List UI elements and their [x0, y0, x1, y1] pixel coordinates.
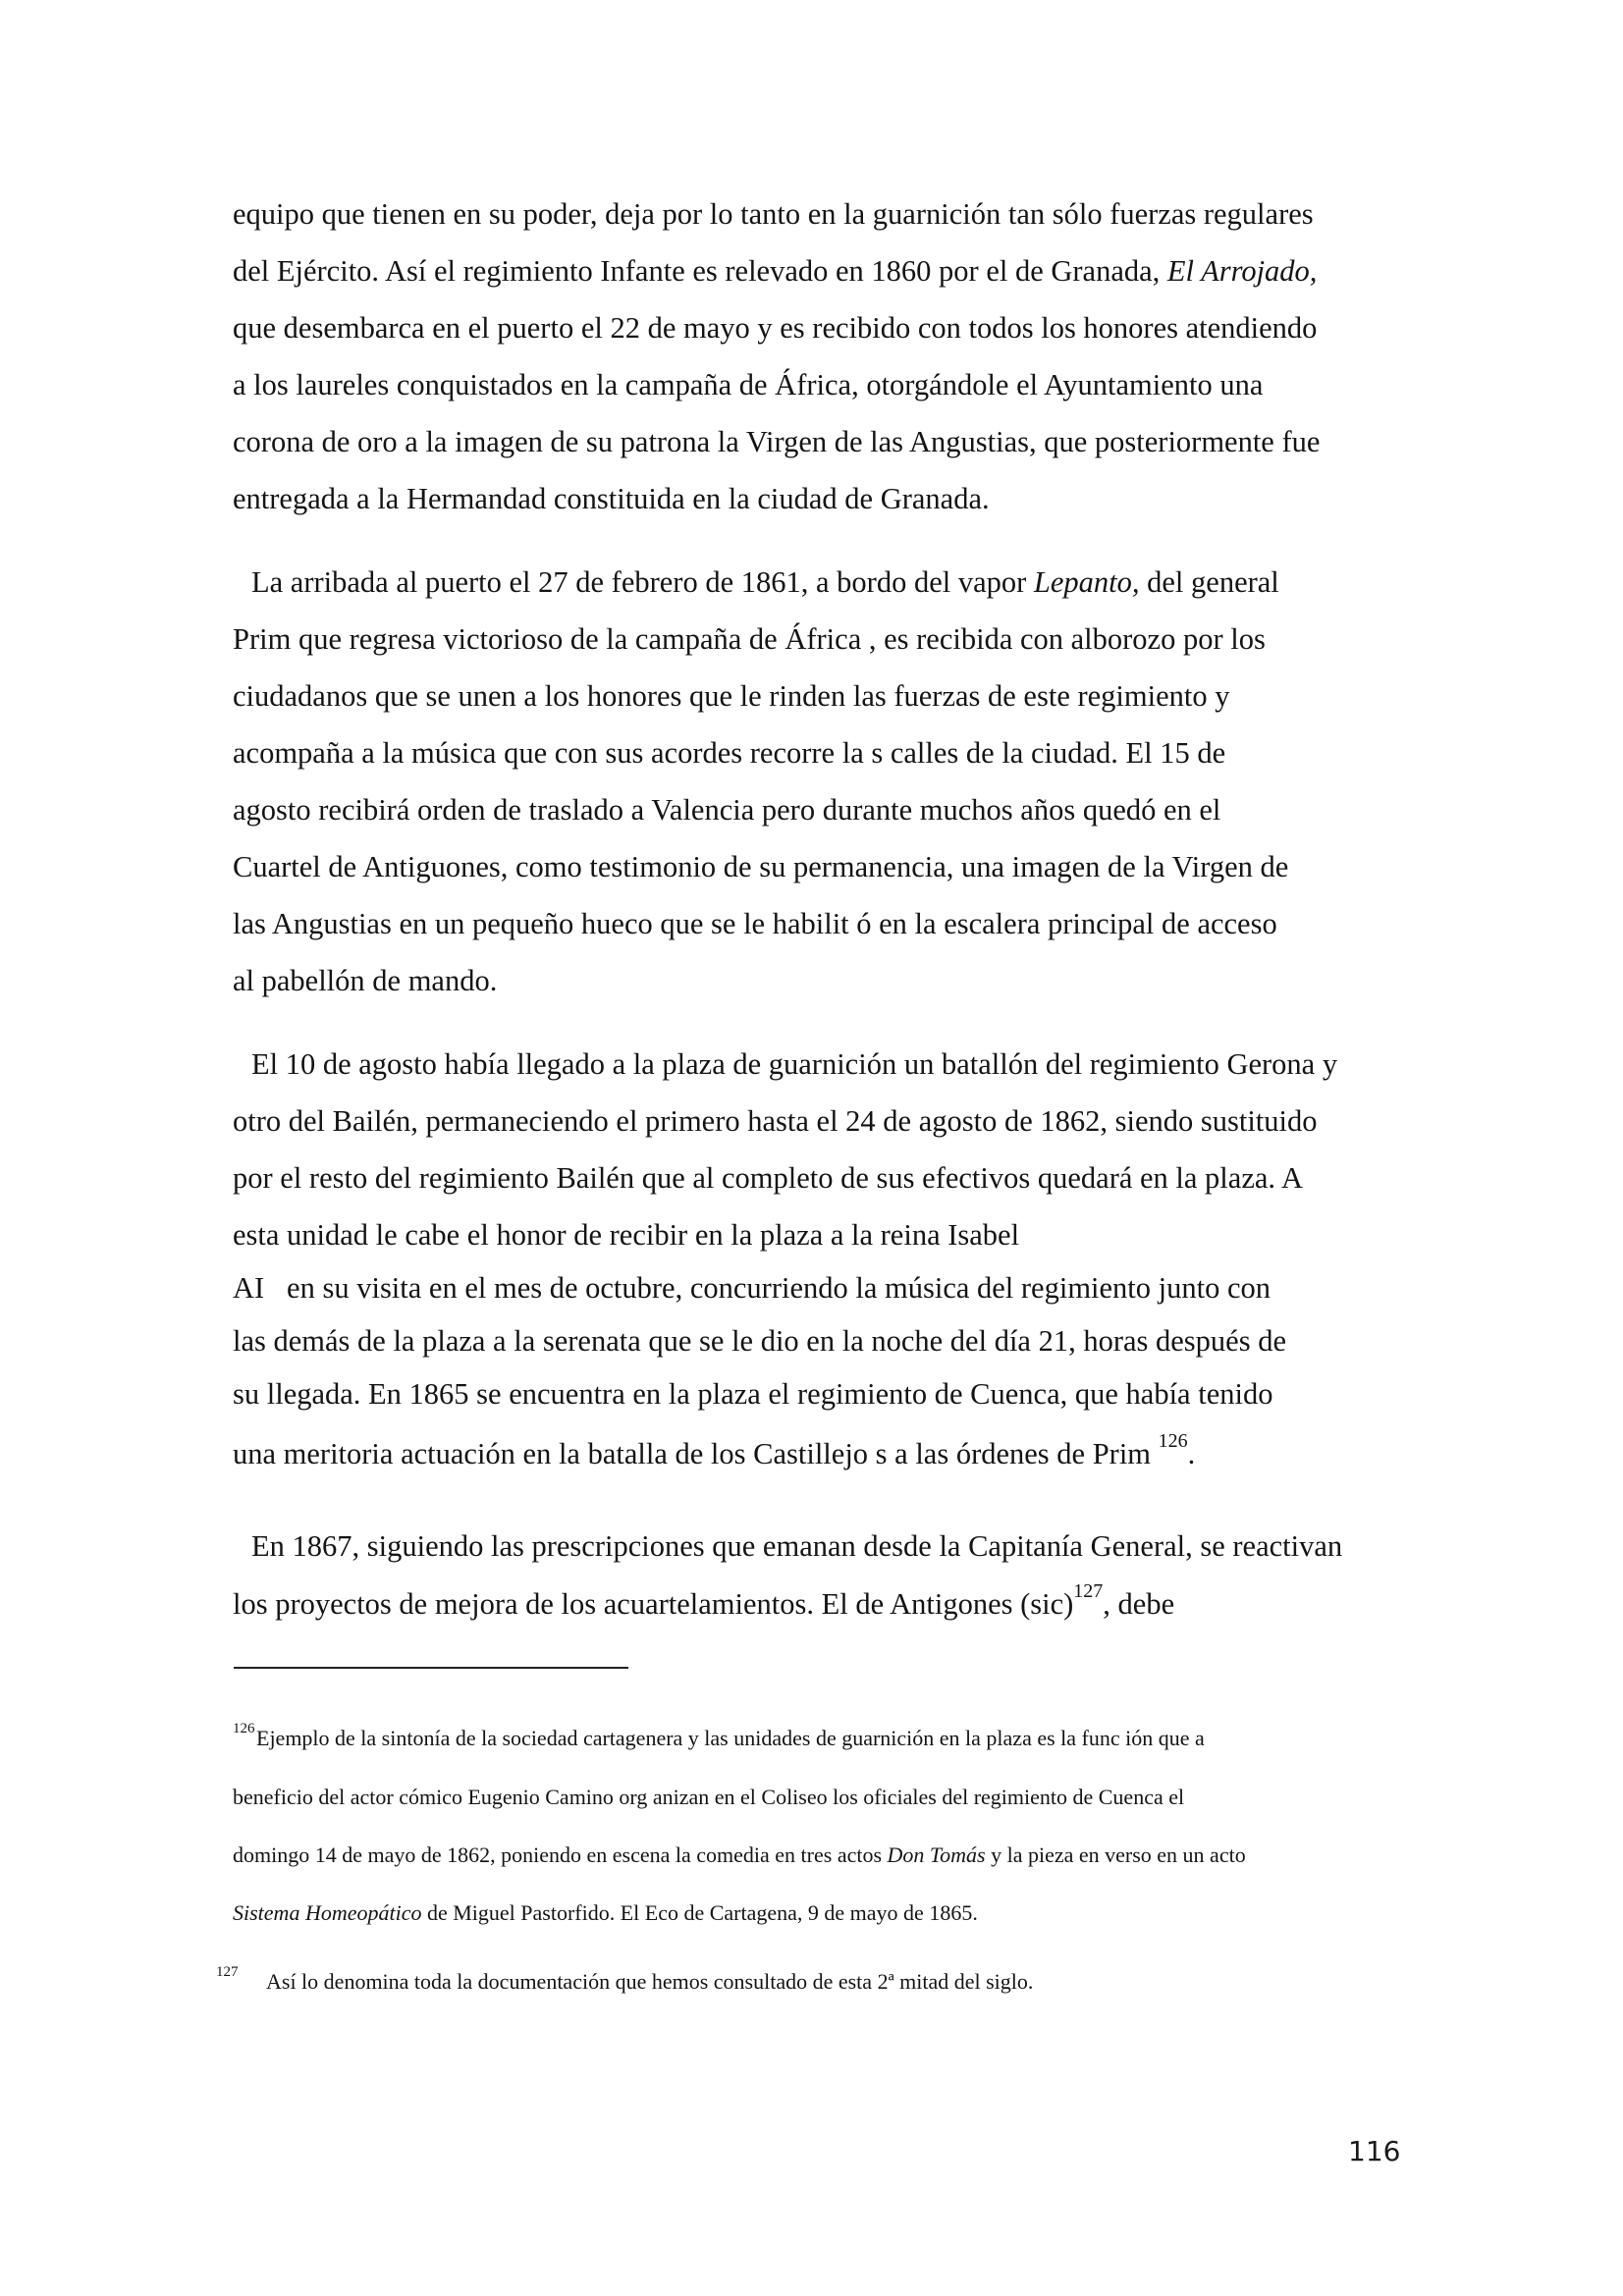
text-line: acompaña a la música que con sus acordes recorre la s calles de la ciudad. El 15 de — [233, 736, 1226, 770]
text-line: esta unidad le cabe el honor de recibir en la plaza a la reina Isabel — [233, 1218, 1020, 1252]
text-line: al pabellón de mando. — [233, 964, 498, 997]
text-line: su llegada. En 1865 se encuentra en la plaza el regimiento de Cuenca, que había tenido — [233, 1377, 1273, 1411]
footnote-line: domingo 14 de mayo de 1862, poniendo en escena la comedia en tres actos Don Tomás y la pieza en verso en un acto — [233, 1842, 1246, 1867]
italic-title: El Arrojado, — [1166, 254, 1318, 288]
footnote-number: 127 — [216, 1964, 239, 1980]
footnote-line: Sistema Homeopático de Miguel Pastorfido. El Eco de Cartagena, 9 de mayo de 1865. — [233, 1900, 978, 1925]
text-line: a los laureles conquistados en la campaña de África, otorgándole el Ayuntamiento una — [233, 368, 1264, 401]
text-line: El 10 de agosto había llegado a la plaza de guarnición un batallón del regimiento Gerona y — [251, 1047, 1338, 1081]
text-line: una meritoria actuación en la batalla de los Castillejo s a las órdenes de Prim $^{126}$. — [233, 1430, 1196, 1470]
text-line: Cuartel de Antiguones, como testimonio de su permanencia, una imagen de la Virgen de — [233, 850, 1289, 883]
text-line: las demás de la plaza a la serenata que se le dio en la noche del día 21, horas después de — [233, 1324, 1286, 1358]
page-number: 116 — [1348, 2135, 1401, 2167]
text-line: Prim que regresa victorioso de la campaña de África , es recibida con alborozo por los — [233, 622, 1266, 656]
text-line: entregada a la Hermandad constituida en la ciudad de Granada. — [233, 482, 990, 515]
text-line: equipo que tienen en su poder, deja por lo tanto en la guarnición tan sólo fuerzas regulares — [233, 197, 1314, 231]
footnote-line: 127 Así lo denomina toda la documentación que hemos consultado de esta 2ª mitad del siglo. — [216, 1964, 1034, 1994]
text-line: La arribada al puerto el 27 de febrero de 1861, a bordo del vapor Lepanto, del general — [251, 565, 1279, 599]
text-line: del Ejército. Así el regimiento Infante es relevado en 1860 por el de Granada, El Arrojado, — [233, 254, 1318, 288]
footnote-number: 126 — [233, 1721, 255, 1736]
text-line: por el resto del regimiento Bailén que al completo de sus efectivos quedará en la plaza. A — [233, 1161, 1303, 1195]
italic-title: Don Tomás — [887, 1842, 986, 1867]
footnote-separator — [234, 1667, 628, 1669]
text-line: agosto recibirá orden de traslado a Valencia pero durante muchos años quedó en el — [233, 793, 1221, 827]
footnote-ref-126[interactable]: 126 — [1158, 1430, 1188, 1452]
text-line: corona de oro a la imagen de su patrona la Virgen de las Angustias, que posteriormente fue — [233, 425, 1321, 458]
footnote-line: beneficio del actor cómico Eugenio Camino org anizan en el Coliseo los oficiales del regimiento de Cuenca el — [233, 1785, 1185, 1809]
footnote-ref-127[interactable]: 127 — [1073, 1580, 1104, 1602]
text-line: ciudadanos que se unen a los honores que le rinden las fuerzas de este regimiento y — [233, 679, 1230, 713]
text-line: las Angustias en un pequeño hueco que se le habilit ó en la escalera principal de acceso — [233, 907, 1277, 940]
text-line: En 1867, siguiendo las prescripciones que emanan desde la Capitanía General, se reactivan — [251, 1529, 1343, 1563]
text-line: otro del Bailén, permaneciendo el primero hasta el 24 de agosto de 1862, siendo sustituido — [233, 1104, 1318, 1138]
text-line: los proyectos de mejora de los acuartelamientos. El de Antigones (sic)$^{127}$, debe — [233, 1580, 1175, 1621]
italic-title: Lepanto, — [1033, 565, 1140, 599]
footnote-line: 126 Ejemplo de la sintonía de la sociedad cartagenera y las unidades de guarnición en la plaza es la func ión que a — [233, 1721, 1205, 1750]
text-line: que desembarca en el puerto el 22 de mayo y es recibido con todos los honores atendiendo — [233, 311, 1318, 345]
text-line: AI en su visita en el mes de octubre, concurriendo la música del regimiento junto con — [233, 1271, 1271, 1305]
italic-title: Sistema Homeopático — [233, 1900, 422, 1925]
